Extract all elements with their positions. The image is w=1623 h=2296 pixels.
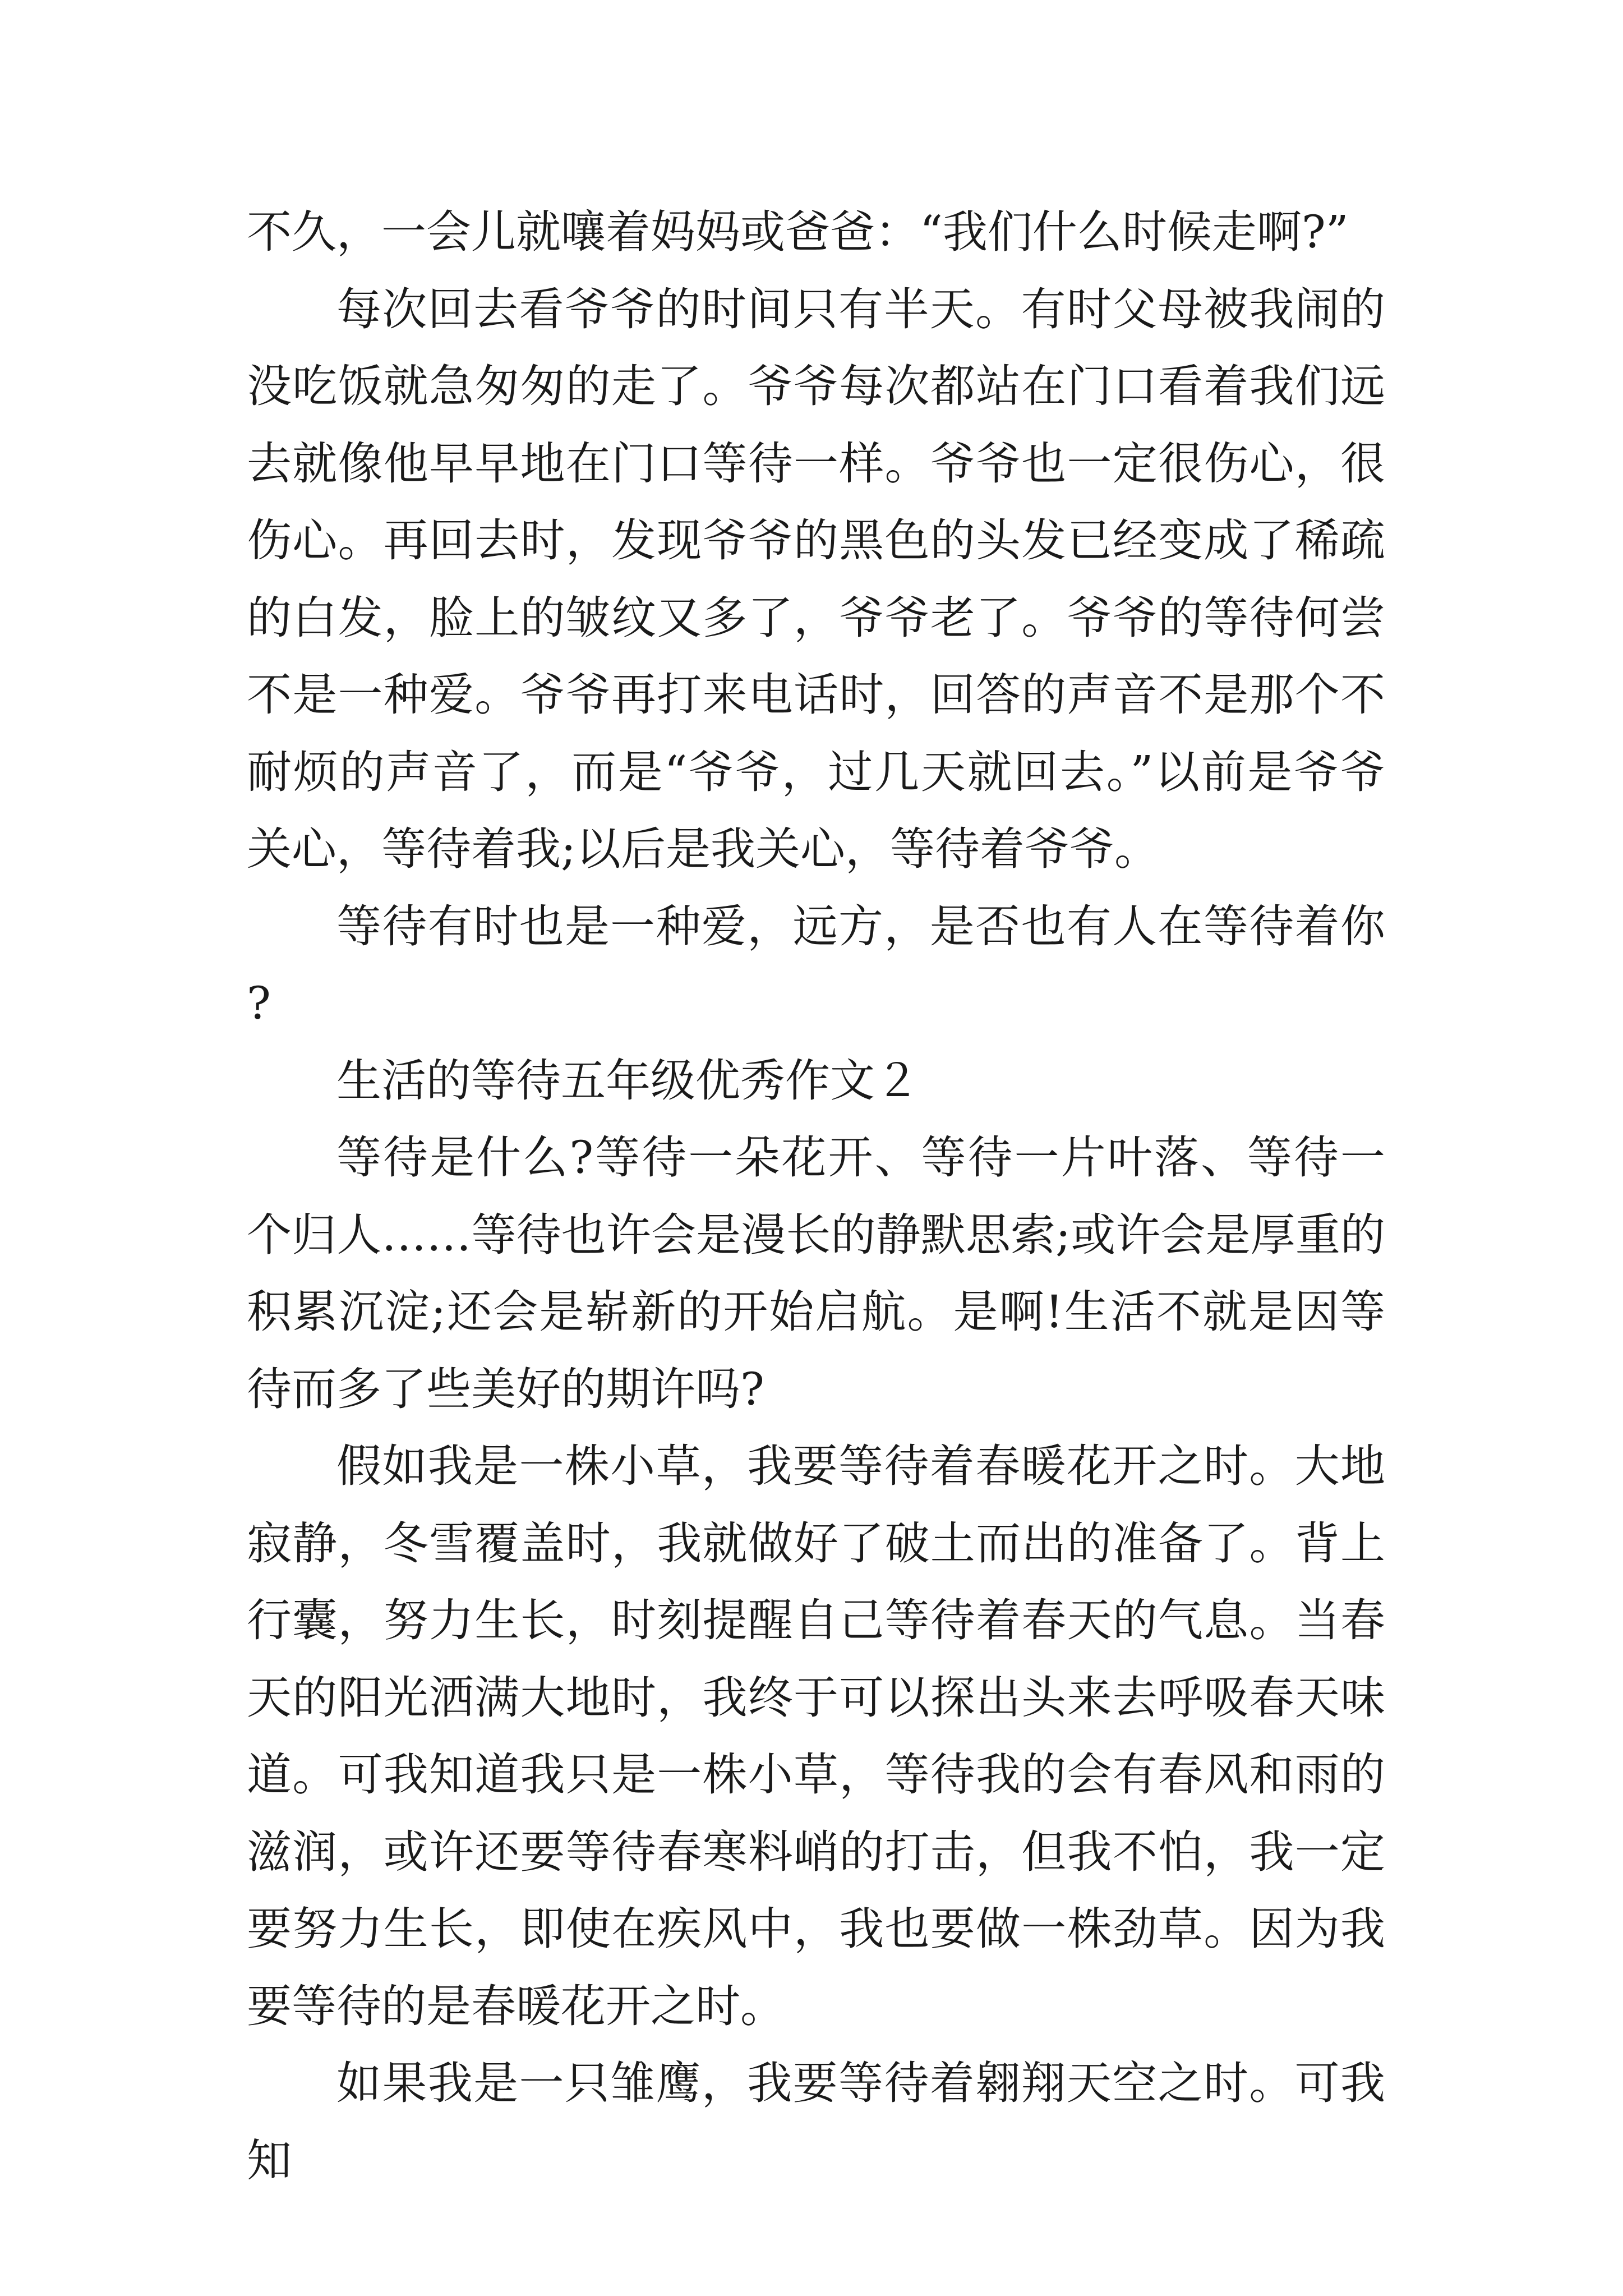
document-body (247, 194, 1385, 2199)
paragraph-grandpa-waiting: 每次回去看爷爷的时间只有半天。有时父母被我闹的没吃饭就急匆匆的走了。爷爷每次都站在门口看着我们远去就像他早早地在门口等待一样。爷爷也一定很伤心，很伤心。再回去时，发现爷爷的黑色的头发已经变成了稀疏的白发，脸上的皱纹又多了，爷爷老了。爷爷的等待何尝不是一种爱。爷爷再打来电话时，回答的声音不是那个不耐烦的声音了，而是“爷爷，过几天就回去。”以前是爷爷关心，等待着我;以后是我关心，等待着爷爷。 (247, 283, 1385, 875)
paragraph-waiting-is-love: 等待有时也是一种爱，远方，是否也有人在等待着你? (247, 900, 1385, 1029)
essay-title-2: 生活的等待五年级优秀作文２ (336, 1054, 920, 1107)
paragraph-continuation: 不久，一会儿就嚷着妈妈或爸爸：“我们什么时候走啊?” (247, 206, 1349, 258)
paragraph-little-grass: 假如我是一株小草，我要等待着春暖花开之时。大地寂静，冬雪覆盖时，我就做好了破土而出的准备了。背上行囊，努力生长，时刻提醒自己等待着春天的气息。当春天的阳光洒满大地时，我终于可以探出头来去呼吸春天味道。可我知道我只是一株小草，等待我的会有春风和雨的滋润，或许还要等待春寒料峭的打击，但我不怕，我一定要努力生长，即使在疾风中，我也要做一株劲草。因为我要等待的是春暖花开之时。 (247, 1440, 1385, 2032)
paragraph-young-eagle: 如果我是一只雏鹰，我要等待着翱翔天空之时。可我知 (247, 2057, 1385, 2187)
paragraph-what-is-waiting: 等待是什么?等待一朵花开、等待一片叶落、等待一个归人……等待也许会是漫长的静默思索;或许会是厚重的积累沉淀;还会是崭新的开始启航。是啊!生活不就是因等待而多了些美好的期许吗? (247, 1131, 1385, 1415)
